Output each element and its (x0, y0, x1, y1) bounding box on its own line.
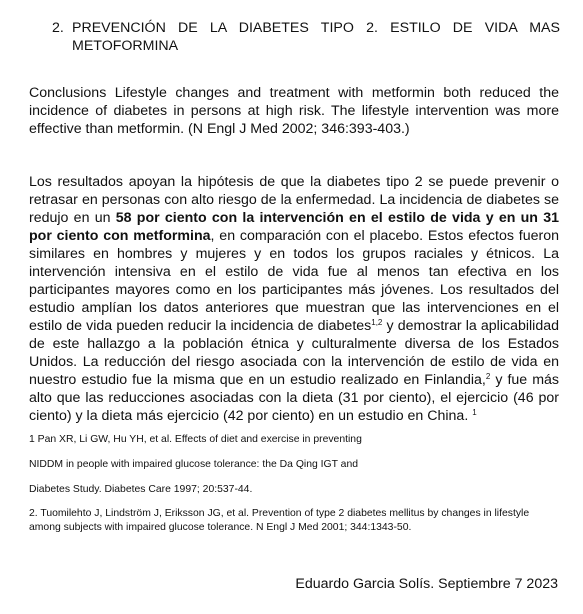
conclusions-paragraph: Conclusions Lifestyle changes and treatment with metformin both reduced the incidence of diabetes in persons at high risk. The lifestyle intervention was more effective than metformin. (N Engl J Med 2002; 346:393-403.) (29, 85, 559, 137)
heading-line-1 (52, 19, 560, 37)
reference-1-line-3: Diabetes Study. Diabetes Care 1997; 20:537-44. (29, 484, 253, 495)
reference-2: 2. Tuomilehto J, Lindström J, Eriksson JG, et al. Prevention of type 2 diabetes mellitus by changes in lifestyle among subjects with impaired glucose tolerance. N Engl J Med 2001; 344:1343-50. (29, 508, 530, 533)
citation-marker: 1 (472, 408, 477, 417)
body-text-4: y fue más alto que las reducciones asociadas con la dieta (31 por ciento), el ejercicio (46 por ciento) y la dieta más ejercicio (42 por ciento) en un estudio en China. (29, 372, 559, 424)
citation-marker: 2 (485, 372, 491, 381)
body-highlight: 58 por ciento con la intervención en el estilo de vida y en un 31 por ciento con metformina (29, 210, 559, 244)
section-heading (52, 19, 560, 55)
heading-line-2: METOFORMINA (72, 38, 179, 54)
heading-number: 2. (52, 20, 64, 36)
citation-marker: 1,2 (371, 318, 383, 327)
body-text-2: , en comparación con el placebo. Estos efectos fueron similares en hombres y mujeres y en todos los grupos raciales y étnicos. La intervención intensiva en el estilo de vida fue al menos tan efectiva en los participantes mayores como en los participantes más jóvenes. Los resultados del estudio amplían los datos anteriores que muestran que las intervenciones en el estilo de vida pueden reducir la incidencia de diabetes (29, 228, 559, 334)
author-signature: Eduardo Garcia Solís. Septiembre 7 2023 (295, 576, 558, 592)
body-text-3: y demostrar la aplicabilidad de este hallazgo a la población étnica y culturalmente diversa de los Estados Unidos. La reducción del riesgo asociada con la intervención de estilo de vida en nuestro estudio fue la misma que en un estudio realizado en Finlandia, (29, 318, 559, 388)
reference-1-line-2: NIDDM in people with impaired glucose tolerance: the Da Qing IGT and (29, 459, 359, 470)
heading-title: PREVENCIÓN DE LA DIABETES TIPO 2. ESTILO DE VIDA MAS (72, 20, 560, 36)
body-text-1: Los resultados apoyan la hipótesis de que la diabetes tipo 2 se puede prevenir o retrasar en personas con alto riesgo de la enfermedad. La incidencia de diabetes se redujo en un (29, 174, 559, 226)
body-paragraph (29, 173, 559, 425)
reference-1-line-1: 1 Pan XR, Li GW, Hu YH, et al. Effects of diet and exercise in preventing (29, 434, 362, 445)
